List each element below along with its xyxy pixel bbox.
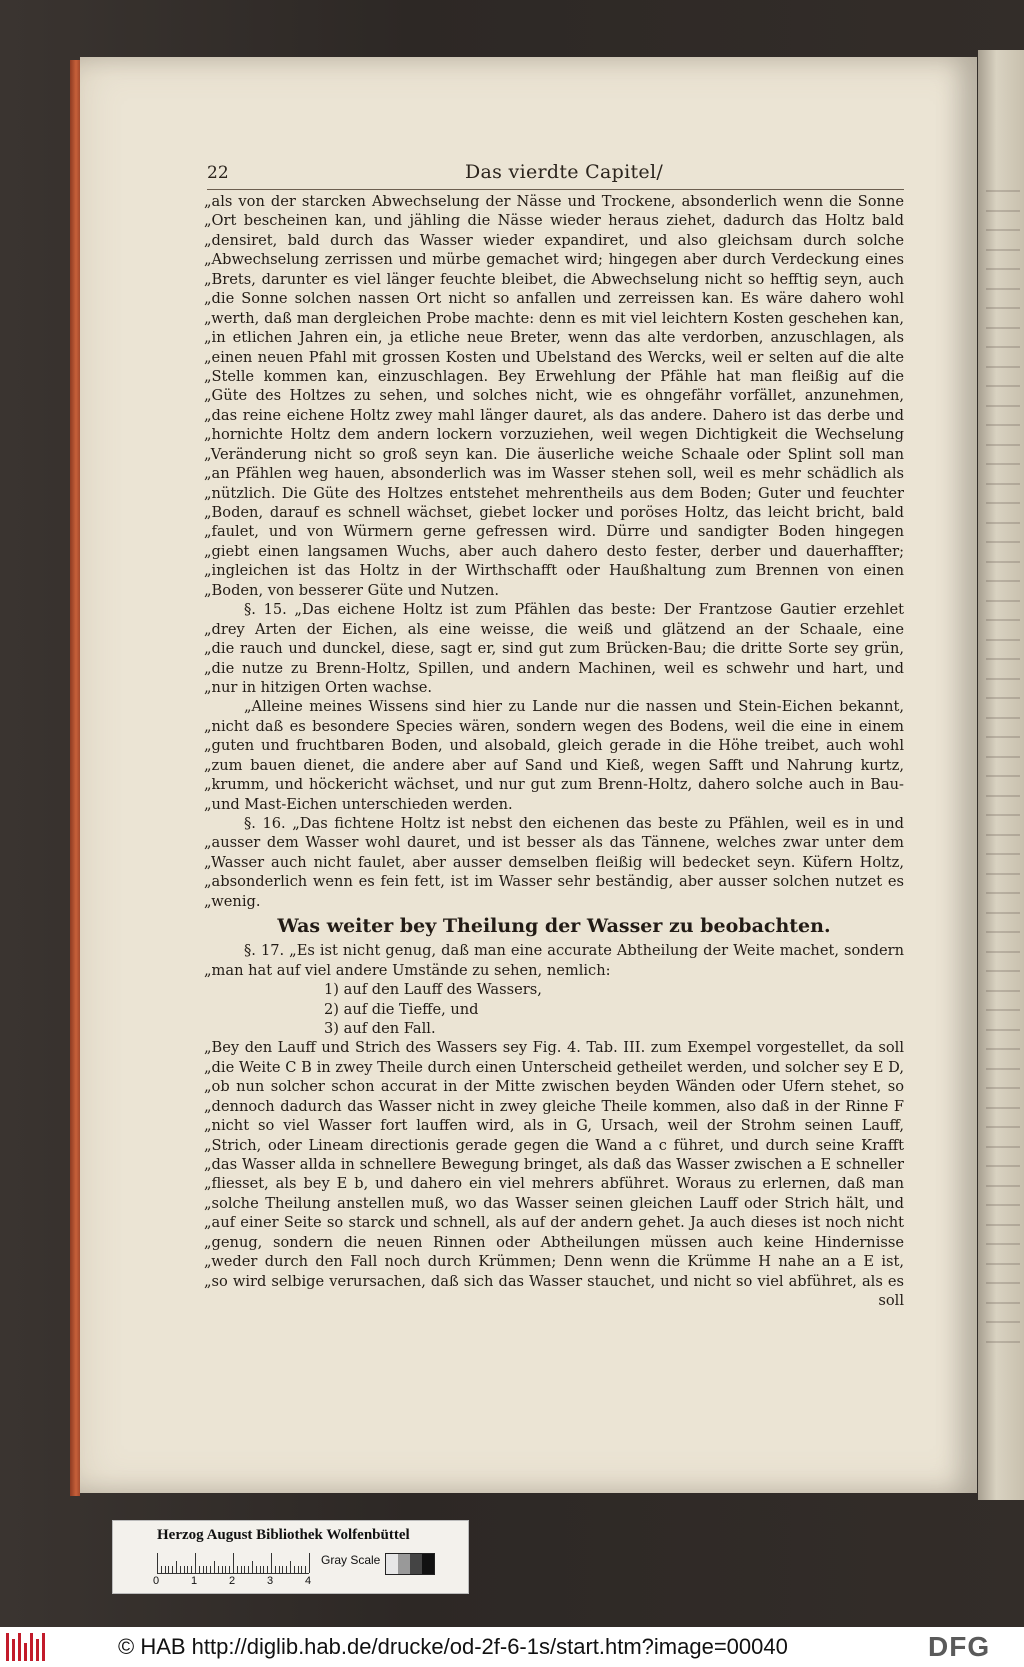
facing-page-line <box>986 990 1020 992</box>
ruler-tick <box>199 1566 200 1573</box>
text-line: „Stelle kommen kan, einzuschlagen. Bey Erwehlung der Pfähle hat man fleißig auf die <box>204 367 904 385</box>
catchword: soll <box>878 1292 904 1310</box>
facing-page-line <box>986 1341 1020 1343</box>
text-line: „guten und fruchtbaren Boden, und alsobald, gleich gerade in die Höhe treibet, auch wohl <box>204 737 904 755</box>
facing-page-line <box>986 327 1020 329</box>
ruler-tick <box>305 1566 306 1573</box>
ruler-number: 4 <box>305 1575 312 1587</box>
ruler-tick <box>290 1561 291 1573</box>
facing-page-line <box>986 1224 1020 1226</box>
chapter-title: Das vierdte Capitel/ <box>465 161 664 183</box>
facing-page-line <box>986 1282 1020 1284</box>
paragraph-1 <box>204 192 904 581</box>
text-line: „so wird selbige verursachen, daß sich das Wasser stauchet, und nicht so viel abführet, als es <box>204 1272 904 1290</box>
ruler-number: 3 <box>267 1575 274 1587</box>
text-line: „als von der starcken Abwechselung der Nässe und Trockene, absonderlich wenn die Sonne <box>204 193 904 210</box>
ruler-tick <box>282 1566 283 1573</box>
text-line: §. 16. „Das fichtene Holtz ist nebst den eichenen das beste zu Pfählen, weil es in und <box>244 815 904 832</box>
ruler-tick <box>263 1566 264 1573</box>
text-line: „krumm, und höckericht wächset, und nur gut zum Brenn-Holtz, dahero solche auch in Bau- <box>204 776 904 794</box>
text-line: „Boden, darauf es schnell wächset, giebet locker und poröses Holtz, das leicht bricht, bald <box>204 504 904 521</box>
ruler-tick <box>286 1566 287 1573</box>
facing-page-line <box>986 249 1020 251</box>
facing-page-line <box>986 873 1020 875</box>
paragraph-16 <box>204 814 904 892</box>
facing-page-line <box>986 1204 1020 1206</box>
ruler-tick <box>195 1553 196 1573</box>
ruler-tick <box>157 1553 158 1573</box>
facing-page-line <box>986 541 1020 543</box>
facing-page-line <box>986 580 1020 582</box>
page-number: 22 <box>207 163 229 183</box>
facing-page-line <box>986 288 1020 290</box>
ruler-tick <box>184 1566 185 1573</box>
facing-page-line <box>986 678 1020 680</box>
footer-credit-link[interactable]: © HAB http://diglib.hab.de/drucke/od-2f-6-1s/start.htm?image=00040 <box>118 1634 788 1659</box>
ruler-tick <box>233 1553 234 1573</box>
facing-page-line <box>986 483 1020 485</box>
ruler-number: 0 <box>153 1575 160 1587</box>
facing-page-line <box>986 756 1020 758</box>
facing-page-line <box>986 190 1020 192</box>
section-heading: Was weiter bey Theilung der Wasser zu beobachten. <box>277 915 831 938</box>
ruler-tick <box>222 1566 223 1573</box>
facing-page-line <box>986 307 1020 309</box>
ruler-tick <box>229 1566 230 1573</box>
facing-page-line <box>986 912 1020 914</box>
text-line: „Ort bescheinen kan, und jähling die Nässe wieder heraus ziehet, dadurch das Holtz bald <box>204 212 904 230</box>
facing-page-line <box>986 1087 1020 1089</box>
text-line: „Güte des Holtzes zu sehen, und solches nicht, wie es ohngefähr vorfället, anzunehmen, <box>204 387 904 405</box>
paragraph-1-last-line: „Boden, von besserer Güte und Nutzen. <box>204 581 499 599</box>
ruler-tick <box>241 1566 242 1573</box>
text-line: „giebt einen langsamen Wuchs, aber auch dahero desto fester, derber und dauerhaffter; <box>204 542 904 560</box>
text-line: „ob nun solcher schon accurat in der Mitte zwischen beyden Wänden oder Ufern stehet, so <box>204 1078 904 1096</box>
facing-page-line <box>986 697 1020 699</box>
text-block <box>204 192 904 1311</box>
grayscale-label: Gray Scale <box>321 1553 381 1567</box>
facing-page-line <box>986 853 1020 855</box>
ruler-tick <box>244 1566 245 1573</box>
ruler-number: 1 <box>191 1575 198 1587</box>
facing-page-line <box>986 795 1020 797</box>
text-line: „hornichte Holtz dem andern lockern vorzuziehen, weil wegen Dichtigkeit die Wechselung <box>204 426 904 444</box>
text-line: „Alleine meines Wissens sind hier zu Lande nur die nassen und Stein-Eichen bekannt, <box>244 698 904 716</box>
facing-page-line <box>986 814 1020 816</box>
ruler-tick <box>214 1561 215 1573</box>
text-line: „in etlichen Jahren ein, ja etliche neue Breter, wenn das alte verdorben, anzuschlagen, als <box>204 329 904 347</box>
paragraph-17 <box>204 941 904 960</box>
paragraph-15b-last-line: „und Mast-Eichen unterschieden werden. <box>204 795 513 813</box>
text-line: „die rauch und dunckel, diese, sagt er, sind gut zum Brücken-Bau; die dritte Sorte sey grün, <box>204 640 904 658</box>
text-line: §. 15. „Das eichene Holtz ist zum Pfählen das beste: Der Frantzose Gautier erzehlet <box>244 601 904 619</box>
ruler-tick <box>279 1566 280 1573</box>
ruler-tick <box>267 1566 268 1573</box>
facing-page-line <box>986 1243 1020 1245</box>
facing-page-line <box>986 210 1020 212</box>
facing-page-line <box>986 1126 1020 1128</box>
facing-page-line <box>986 951 1020 953</box>
ruler-tick <box>275 1566 276 1573</box>
facing-page-line <box>986 775 1020 777</box>
text-line: „nicht so viel Wasser fort lauffen wird, als in G, Ursach, weil der Strohm seinen Lauff, <box>204 1117 904 1135</box>
page-edge-red <box>70 60 80 1496</box>
ruler-tick <box>180 1566 181 1573</box>
text-line: „Bey den Lauff und Strich des Wassers sey Fig. 4. Tab. III. zum Exempel vorgestellet, da soll <box>204 1039 904 1057</box>
text-line: „Strich, oder Lineam directionis gerade gegen die Wand a c führet, und durch seine Krafft <box>204 1136 904 1154</box>
text-line: „absonderlich wenn es fein fett, ist im Wasser sehr beständig, aber ausser solchen nutzet es <box>204 873 904 891</box>
enum-item-2: 2) auf die Tieffe, und <box>324 1000 479 1018</box>
ruler-tick <box>256 1566 257 1573</box>
ruler-tick <box>168 1566 169 1573</box>
text-line: „ausser dem Wasser wohl dauret, und ist besser als das Tännene, welches zwar unter dem <box>204 834 904 852</box>
text-line: „die Weite C B in zwey Theile durch einen Unterscheid getheilet werden, und solcher sey E D, <box>204 1058 904 1076</box>
ruler-tick <box>248 1566 249 1573</box>
facing-page-line <box>986 1146 1020 1148</box>
head-rule <box>207 189 904 190</box>
text-line: „die Sonne solchen nassen Ort nicht so anfallen und zerreissen kan. Es wäre dahero wohl <box>204 290 904 308</box>
ruler-tick <box>165 1566 166 1573</box>
facing-page-line <box>986 1302 1020 1304</box>
enum-item-3: 3) auf den Fall. <box>324 1019 436 1037</box>
ruler-tick <box>252 1561 253 1573</box>
ruler-tick <box>309 1553 310 1573</box>
facing-page-line <box>986 1185 1020 1187</box>
facing-page-line <box>986 522 1020 524</box>
text-line: „drey Arten der Eichen, als eine weisse, die weiß und glätzend an der Schaale, eine <box>204 620 904 638</box>
text-line: „Wasser auch nicht faulet, aber ausser demselben fleißig will bedecket seyn. Küfern Holtz, <box>204 853 904 871</box>
paragraph-16-last-line: „wenig. <box>204 892 261 910</box>
facing-page-line <box>986 619 1020 621</box>
text-line: „densiret, bald durch das Wasser wieder expandiret, und also gleichsam durch solche <box>204 231 904 249</box>
facing-page-line <box>986 658 1020 660</box>
facing-page-line <box>986 970 1020 972</box>
ruler-tick <box>225 1566 226 1573</box>
facing-page-line <box>986 424 1020 426</box>
text-line: „Veränderung nicht so groß seyn kan. Die äuserliche weiche Schaale oder Splint soll man <box>204 445 904 463</box>
facing-page-line <box>986 639 1020 641</box>
text-line: „Abwechselung zerrissen und mürbe gemachet wird; hingegen aber durch Verdeckung eines <box>204 251 904 269</box>
facing-page-line <box>986 405 1020 407</box>
text-line: „zum bauen dienet, die andere aber auf Sand und Kieß, wegen Safft und Nahrung kurtz, <box>204 756 904 774</box>
text-line: „auf einer Seite so starck und schnell, als auf der andern gehet. Ja auch dieses ist noch nicht <box>204 1214 904 1232</box>
text-line: „weder durch den Fall noch durch Krümmen; Denn wenn die Krümme H nahe an a E ist, <box>204 1253 904 1271</box>
text-line: „das reine eichene Holtz zwey mahl länger dauret, als das andere. Dahero ist das derbe und <box>204 406 904 424</box>
facing-page-edge <box>978 50 1024 1500</box>
paragraph-15b <box>204 697 904 794</box>
ruler-tick <box>210 1566 211 1573</box>
facing-page-line <box>986 1107 1020 1109</box>
facing-page-line <box>986 502 1020 504</box>
facing-page-line <box>986 366 1020 368</box>
text-line: „faulet, und von Würmern gerne gefressen wird. Dürre und sandigter Boden hingegen <box>204 523 904 541</box>
text-line: „einen neuen Pfahl mit grossen Kosten und Ubelstand des Wercks, weil er selten auf die alte <box>204 348 904 366</box>
ruler-tick <box>187 1566 188 1573</box>
enum-item-1: 1) auf den Lauff des Wassers, <box>324 981 542 999</box>
text-line: „an Pfählen weg hauen, absonderlich was im Wasser stehen soll, weil es mehr schädlich als <box>204 465 904 483</box>
text-line: „Brets, darunter es viel länger feuchte bleibet, die Abwechselung nicht so hefftig seyn, auch <box>204 270 904 288</box>
facing-page-line <box>986 1165 1020 1167</box>
library-name: Herzog August Bibliothek Wolfenbüttel <box>157 1527 410 1543</box>
facing-page-line <box>986 1029 1020 1031</box>
facing-page-line <box>986 346 1020 348</box>
ruler-tick <box>206 1566 207 1573</box>
paragraph-15 <box>204 600 904 678</box>
facing-page-line <box>986 736 1020 738</box>
ruler-tick <box>294 1566 295 1573</box>
ruler-tick <box>218 1566 219 1573</box>
text-line: „die nutze zu Brenn-Holtz, Spillen, und andern Machinen, weil es schwehr und hart, und <box>204 659 904 677</box>
text-line: „ingleichen ist das Holtz in der Wirthschafft oder Haußhaltung zum Brennen von einen <box>204 562 904 580</box>
ruler-tick <box>172 1566 173 1573</box>
text-line: „das Wasser allda in schnellere Bewegung bringet, als daß das Wasser zwischen a E schneller <box>204 1156 904 1173</box>
text-line: „dennoch dadurch das Wasser nicht in zwey gleiche Theile kommen, also daß in der Rinne F <box>204 1097 904 1115</box>
text-line: „nicht daß es besondere Species wären, sondern wegen des Bodens, weil die eine in einem <box>204 717 904 735</box>
running-head <box>207 163 902 189</box>
text-line: „genug, sondern die neuen Rinnen oder Abtheilungen müssen auch keine Hindernisse <box>204 1233 904 1251</box>
facing-page-line <box>986 561 1020 563</box>
facing-page-line <box>986 385 1020 387</box>
ruler-tick <box>176 1561 177 1573</box>
footer-bar <box>0 1627 1024 1667</box>
facing-page-line <box>986 717 1020 719</box>
grayscale-bar <box>385 1553 435 1575</box>
paragraph-17b <box>204 1038 904 1291</box>
ruler-tick <box>271 1553 272 1573</box>
facing-page-line <box>986 1263 1020 1265</box>
ruler-tick <box>260 1566 261 1573</box>
facing-page-line <box>986 229 1020 231</box>
scale-ruler <box>157 1551 309 1574</box>
ruler-tick <box>191 1566 192 1573</box>
text-line: „fliesset, als bey E b, und dahero ein viel mehrers abführet. Woraus zu erlernen, daß man <box>204 1175 904 1193</box>
ruler-number: 2 <box>229 1575 236 1587</box>
paragraph-17-last-line: „man hat auf viel andere Umstände zu sehen, nemlich: <box>204 961 611 979</box>
facing-page-line <box>986 892 1020 894</box>
facing-page-line <box>986 1009 1020 1011</box>
text-line: „werth, daß man dergleichen Probe machte: denn es mit viel leichtern Kosten geschehen kan, <box>204 309 904 327</box>
facing-page-line <box>986 600 1020 602</box>
facing-page-line <box>986 931 1020 933</box>
text-line: §. 17. „Es ist nicht genug, daß man eine accurate Abtheilung der Weite machet, sondern <box>244 942 904 960</box>
facing-page-line <box>986 1048 1020 1050</box>
dfg-logo: DFG <box>928 1631 991 1662</box>
text-line: „solche Theilung anstellen muß, wo das Wasser seinen gleichen Lauff oder Strich hält, und <box>204 1194 904 1212</box>
paragraph-15-last-line: „nur in hitzigen Orten wachse. <box>204 678 432 696</box>
library-color-card <box>112 1520 469 1594</box>
facing-page-line <box>986 444 1020 446</box>
facing-page-line <box>986 1321 1020 1323</box>
ruler-tick <box>298 1566 299 1573</box>
hab-logo-icon <box>6 1633 46 1661</box>
facing-page-line <box>986 463 1020 465</box>
ruler-tick <box>203 1566 204 1573</box>
ruler-tick <box>161 1566 162 1573</box>
facing-page-line <box>986 268 1020 270</box>
ruler-tick <box>301 1566 302 1573</box>
ruler-tick <box>237 1566 238 1573</box>
facing-page-line <box>986 834 1020 836</box>
facing-page-line <box>986 1068 1020 1070</box>
text-line: „nützlich. Die Güte des Holtzes entstehet mehrentheils aus dem Boden; Guter und feuchter <box>204 484 904 502</box>
